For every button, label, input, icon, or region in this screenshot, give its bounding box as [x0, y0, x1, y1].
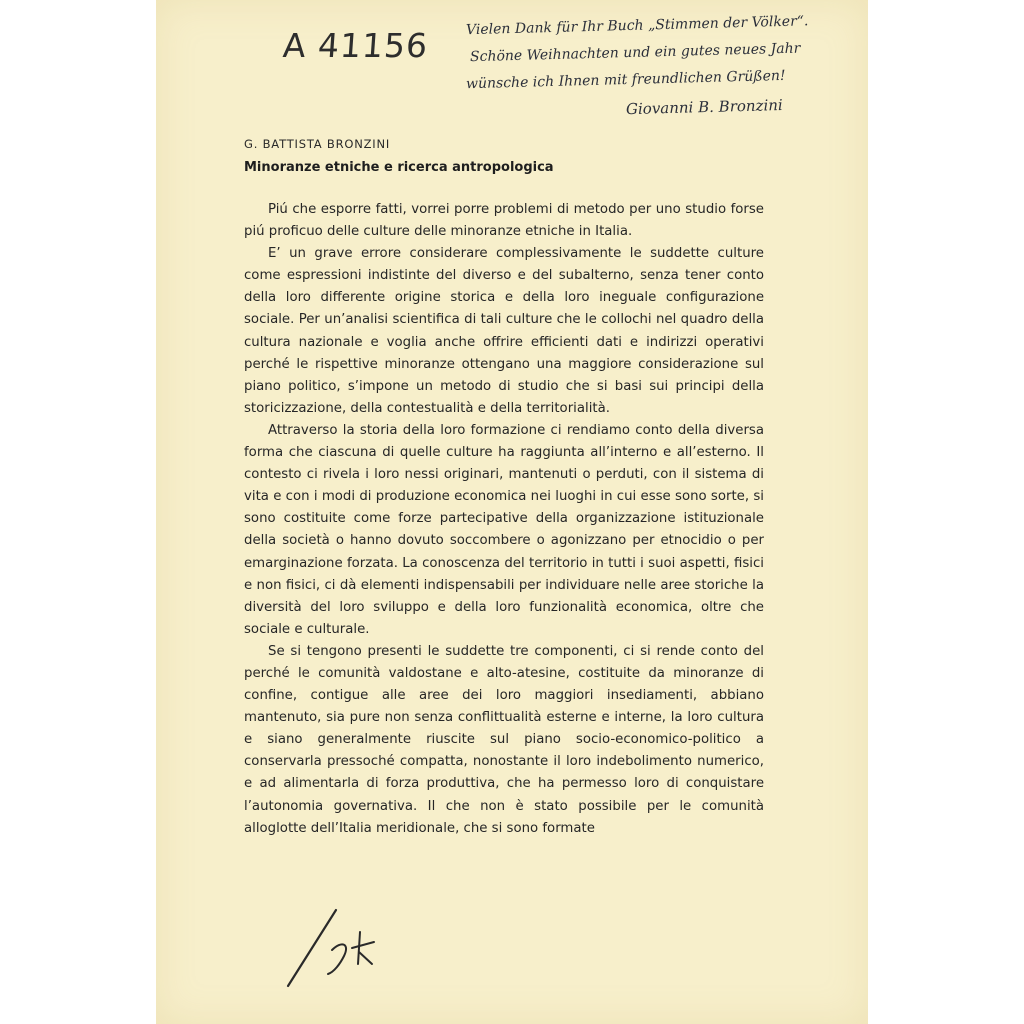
article-title: Minoranze etniche e ricerca antropologica — [244, 160, 554, 175]
dedication-signature: Giovanni B. Bronzini — [625, 96, 783, 119]
paragraph-3: Attraverso la storia della loro formazione ci rendiamo conto della diversa forma che ciascuna di quelle culture ha raggiunta all’interno e all’esterno. Il contesto ci rivela i loro nessi originari, mantenuti o perduti, con il sistema di vita e con i modi di produzione economica nei luoghi in cui esse sono sorte, si sono costituite come forze partecipative della organizzazione istituzionale della società o hanno dovuto soccombere o agonizzano per etnocidio o per emarginazione forzata. La conoscenza del territorio in tutti i suoi aspetti, fisici e non fisici, ci dà elementi indispensabili per individuare nelle aree storiche la diversità del loro sviluppo e della loro funzionalità economica, oltre che sociale e culturale. — [244, 422, 764, 637]
handwritten-dedication — [466, 12, 866, 120]
dedication-line-3: wünsche ich Ihnen mit freundlichen Grüßen! — [465, 67, 786, 93]
handwritten-initials-mark — [284, 902, 384, 992]
archive-number: A 41156 — [281, 26, 430, 65]
article-author: G. BATTISTA BRONZINI — [244, 137, 391, 151]
dedication-line-1: Vielen Dank für Ihr Buch „Stimmen der Völker“. — [465, 13, 809, 39]
article-body — [244, 199, 764, 840]
paragraph-1: Piú che esporre fatti, vorrei porre problemi di metodo per uno studio forse piú proficuo delle culture delle minoranze etniche in Italia. — [244, 202, 764, 240]
paragraph-4: Se si tengono presenti le suddette tre componenti, ci si rende conto del perché le comunità valdostane e alto-atesine, costituite da minoranze di confine, contigue alle aree dei loro maggiori insediamenti, abbiano mantenuto, sia pure non senza conflittualità esterne e interne, la loro cultura e siano generalmente riuscite sul piano socio-economico-politico a conservarla pressoché compatta, nonostante il loro indebolimento numerico, e ad alimentarla di forza produttiva, che ha permesso loro di conquistare l’autonomia governativa. Il che non è stato possibile per le comunità alloglotte dell’Italia meridionale, che si sono formate — [244, 643, 764, 836]
paragraph-2: E’ un grave errore considerare complessivamente le suddette culture come espressioni indistinte del diverso e del subalterno, senza tener conto della loro differente origine storica e della loro ineguale configurazione sociale. Per un’analisi scientifica di tali culture che le collochi nel quadro della cultura nazionale e voglia anche offrire efficienti dati e indirizzi operativi perché le rispettive minoranze ottengano una maggiore considerazione sul piano politico, s’impone un metodo di studio che si basi sui principi della storicizzazione, della contestualità e della territorialità. — [244, 246, 764, 416]
dedication-line-2: Schöne Weihnachten und ein gutes neues Jahr — [469, 40, 801, 66]
